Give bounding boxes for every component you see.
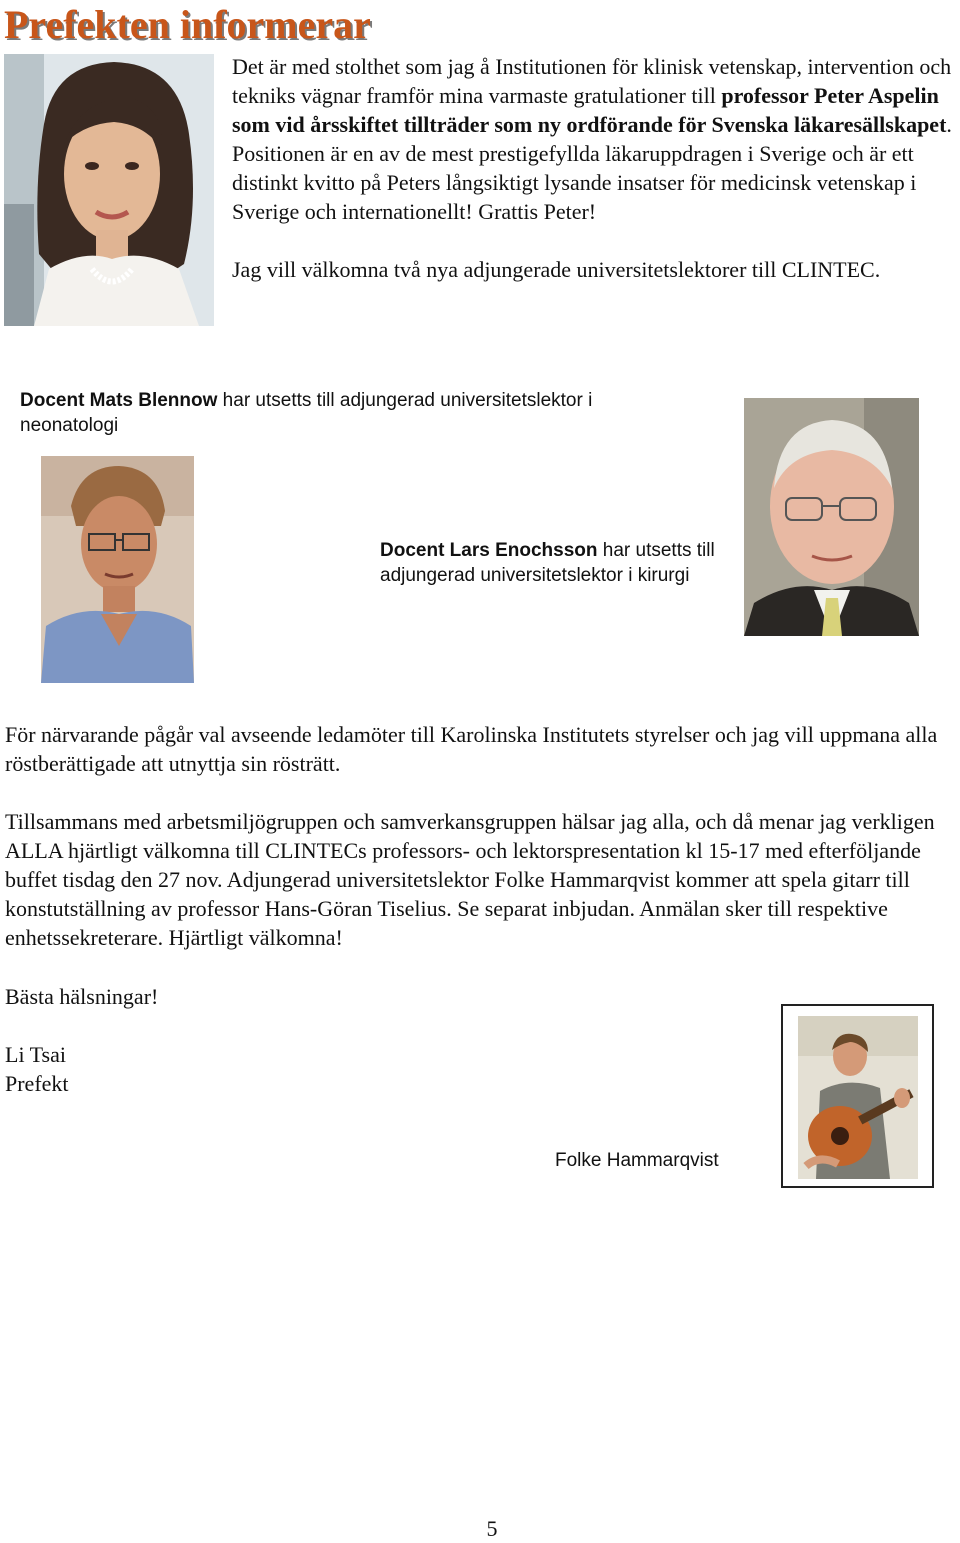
greeting: Bästa hälsningar! bbox=[5, 984, 159, 1009]
guitar-photo-caption: Folke Hammarqvist bbox=[555, 1150, 719, 1171]
signature-name: Li Tsai bbox=[5, 1042, 66, 1067]
signature bbox=[5, 1040, 305, 1098]
election-paragraph: För närvarande pågår val avseende ledamöter till Karolinska Institutets styrelser och jag vill uppmana alla röstberättigade att utnyttja sin rösträtt. bbox=[5, 722, 938, 776]
appointment-enochsson: Docent Lars Enochsson har utsetts till adjungerad universitetslektor i kirurgi bbox=[380, 540, 715, 586]
invitation-paragraph: Tillsammans med arbetsmiljögruppen och samverkansgruppen hälsar jag alla, och då menar jag verkligen ALLA hjärtligt välkomna till CLINTECs professors- och lektorspresentation kl 15-17 med efterföljande buffet tisdag den 27 nov. Adjungerad universitetslektor Folke Hammarqvist kommer att spela gitarr till konstutställning av professor Hans-Göran Tiselius. Se separat inbjudan. Anmälan sker till respektive enhetssekreterare. Hjärtligt välkomna! bbox=[5, 809, 935, 950]
intro-text bbox=[232, 52, 960, 284]
prefect-portrait bbox=[4, 54, 214, 326]
blennow-photo bbox=[41, 456, 194, 683]
appointee-name: Docent Lars Enochsson bbox=[380, 540, 598, 561]
page-number: 5 bbox=[486, 1516, 498, 1541]
enochsson-photo bbox=[744, 398, 919, 636]
appointment-blennow: Docent Mats Blennow har utsetts till adjungerad universitetslektor i neonatologi bbox=[20, 390, 593, 436]
guitar-photo bbox=[798, 1016, 918, 1179]
page-title: Prefekten informerar bbox=[4, 2, 371, 47]
intro-paragraph-congratulations: Det är med stolthet som jag å Institutionen för klinisk vetenskap, intervention och tekniks vägnar framför mina varmaste gratulationer till professor Peter Aspelin som vid årsskiftet tillträder som ny ordförande för Svenska läkaresällskapet. Positionen är en av de mest prestigefyllda läkaruppdragen i Sverige och är ett distinkt kvitto på Peters långsiktigt lysande insatser för medicinsk vetenskap i Sverige och internationellt! Grattis Peter! bbox=[232, 54, 952, 224]
guitar-photo-frame bbox=[781, 1004, 934, 1188]
signature-title: Prefekt bbox=[5, 1071, 69, 1096]
intro-paragraph-welcome: Jag vill välkomna två nya adjungerade universitetslektorer till CLINTEC. bbox=[232, 257, 881, 282]
appointee-name: Docent Mats Blennow bbox=[20, 390, 218, 411]
aspelin-highlight: professor Peter Aspelin som vid årsskiftet tillträder som ny ordförande för Svenska läkaresällskapet bbox=[232, 83, 947, 137]
